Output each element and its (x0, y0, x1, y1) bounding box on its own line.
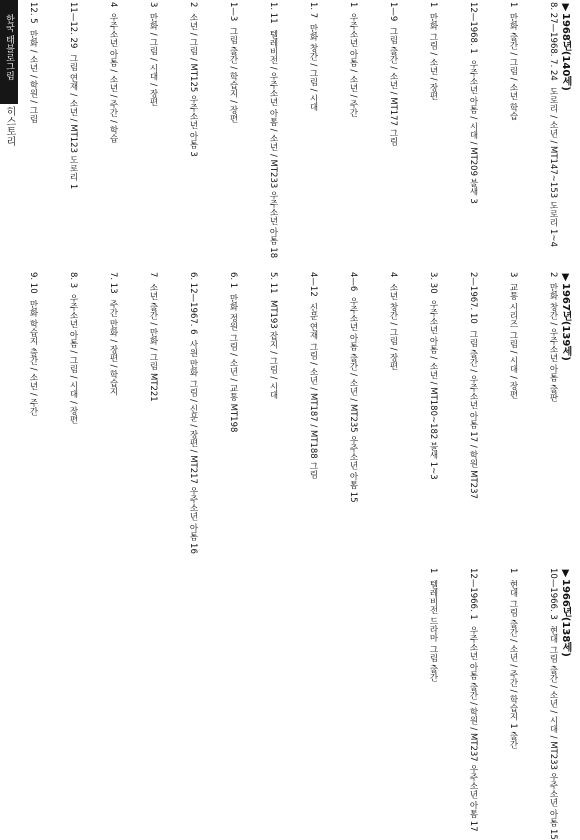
entry-date: 11—12. 29 (68, 2, 78, 49)
timeline-entry (198, 272, 238, 554)
side-title: 히스토리 (4, 106, 15, 146)
entry-description: 우주소년 아톰 / 시대 / MT209 불새 3 (468, 59, 478, 204)
entry-description: 우주소년 아톰 출간 / 소년 / MT235 우주소년 아톰 15 (348, 297, 358, 503)
timeline-entry (518, 568, 558, 840)
entry-date: 6. 1 (228, 271, 238, 289)
timeline-entry (318, 2, 358, 258)
timeline-entry (158, 2, 198, 258)
entry-description: 만화 학습지 출간 / 소년 / 주간 (28, 299, 38, 415)
timeline-content (22, 2, 572, 840)
timeline-entry (438, 2, 478, 258)
entry-date: 1 (428, 2, 438, 8)
entry-description: 만화 / 그림 / 시대 / 장편 (148, 13, 158, 107)
timeline-entry (238, 2, 278, 258)
entry-date: 12. 5 (28, 2, 38, 24)
entry-date: 12—1968. 1 (468, 2, 478, 54)
timeline-entry (518, 272, 558, 554)
entry-description: 그림 출간 / 우주소년 아톰 17 / 학원 MT237 (468, 329, 478, 499)
entry-description: 텔레비전 드라마 그림 출간 (428, 579, 438, 682)
timeline-entry (518, 2, 558, 258)
entry-date: 6. 12—1967. 6 (188, 271, 198, 335)
entry-date: 1 (508, 568, 518, 574)
entry-date: 4—12 (308, 271, 318, 297)
entry-date: 2—1967. 10 (468, 271, 478, 324)
entry-description: 만화 정원 그림 / 소년 / 교통 MT198 (228, 294, 238, 433)
entry-description: 우주소년 아톰 / 소년 / 주간 / 학습 (108, 13, 118, 143)
entry-description: 그림 출간 / 학습지 / 장편 (228, 27, 238, 124)
entry-description: 소년 창간 / 그림 / 장편 (388, 283, 398, 371)
entry-date: 1 (508, 2, 518, 8)
entry-date: 1. 7 (308, 2, 318, 19)
timeline-entry (478, 568, 518, 840)
entry-description: 우주소년 아톰 / 그림 / 시대 / 장편 (68, 294, 78, 424)
entry-description: 사원 만화 그림 / 신문 / 장편 / MT217 우주소년 아톰 16 (188, 340, 198, 555)
entry-date: 10—1966. 3 (548, 568, 558, 621)
entry-date: 12—1966. 1 (468, 568, 478, 621)
entry-description: 그림 연재 / 소년 / MT123 도로리 1 (68, 54, 78, 190)
timeline-entry (78, 2, 118, 258)
entry-description: 만화 창간 / 그림 / 시대 (308, 24, 318, 112)
entry-date: 5. 11 (268, 271, 278, 294)
entry-description: 소년 출간 / 만화 / 그림 MT221 (148, 283, 158, 402)
entry-date: 2 (548, 271, 558, 278)
entry-date: 3 (508, 271, 518, 278)
timeline-entry (318, 272, 358, 554)
timeline-section (28, 2, 572, 258)
section-year-heading: ▼1966년(138세) (560, 568, 571, 658)
entry-date: 3. 30 (428, 271, 438, 294)
timeline-entry (438, 272, 478, 554)
entry-description: 텔레비전 / 우주소년 아톰 / 소년 / MT233 우주소년 아톰 18 (268, 29, 278, 258)
entry-description: 현대 그림 출간 / 소년 / 주간 / 학습지 1 출간 (508, 579, 518, 749)
timeline-entry (118, 272, 158, 554)
entry-description: 신문 연재 그림 / 소년 / MT187 / MT188 그림 (308, 302, 318, 479)
entry-description: 그림 출간 / 소년 / MT177 그림 (388, 27, 398, 147)
entry-date: 4—6 (348, 271, 358, 292)
timeline-entry (398, 568, 438, 840)
timeline-entry (198, 2, 238, 258)
entry-date: 4 (388, 271, 398, 278)
section-year-heading: ▼1968년(140세) (560, 2, 571, 91)
entry-description: 교통 시리즈 그림 / 시대 / 장편 (508, 283, 518, 399)
timeline-entry (438, 568, 478, 840)
timeline-entry (238, 272, 278, 554)
timeline-entry (78, 272, 118, 554)
entry-description: 우주소년 아톰 출간 / 학원 / MT237 우주소년 아톰 17 (468, 626, 478, 832)
timeline-entry (398, 2, 438, 258)
timeline-entry (0, 2, 38, 258)
timeline-entry (398, 272, 438, 554)
timeline-entry (358, 272, 398, 554)
entry-description: 현대 그림 출간 / 소년 / 시대 / MT233 우주소년 아톰 15 (548, 626, 558, 840)
entry-description: 만화 출간 / 그림 / 소년 학습 (508, 13, 518, 121)
entry-description: 도로리 / 소년 / MT147~153 도로리 1~4 (548, 86, 558, 247)
entry-description: 우주소년 아톰 / 소년 / 주간 (348, 13, 358, 118)
entry-description: MT193 잡지 / 그림 / 시대 (268, 299, 278, 399)
timeline-entry (38, 272, 78, 554)
entry-description: 만화 창간 / 우주소년 아톰 출판 (548, 283, 558, 402)
timeline-entry (118, 2, 158, 258)
timeline-entry (478, 2, 518, 258)
entry-description: 우주소년 아톰 / 소년 / MT180~182 불새 1~3 (428, 299, 438, 480)
entry-description: 만화 / 소년 / 학원 / 그림 (28, 29, 38, 123)
entry-date: 7 (148, 271, 158, 278)
entry-date: 1—9 (388, 2, 398, 22)
timeline-section (36, 568, 572, 840)
entry-date: 7. 13 (108, 271, 118, 294)
entry-date: 3 (148, 2, 158, 8)
timeline-entry (0, 272, 38, 554)
entry-date: 8. 3 (68, 271, 78, 289)
entry-date: 2 (188, 2, 198, 8)
entry-description: 소년 / 그림 / MT125 우주소년 아톰 3 (188, 13, 198, 158)
entry-date: 4 (108, 2, 118, 8)
timeline-entry (38, 2, 78, 258)
timeline-entry (478, 272, 518, 554)
entry-date: 1. 11 (268, 2, 278, 24)
entry-date: 8. 27—1968. 7. 24 (548, 2, 558, 81)
timeline-section (28, 271, 572, 555)
entry-date: 1 (428, 568, 438, 574)
entry-date: 9. 10 (28, 271, 38, 294)
entry-description: 주간 만화 / 장편 / 학습지 (108, 299, 118, 396)
timeline-entry (278, 2, 318, 258)
timeline-entry (158, 272, 198, 554)
timeline-entry (278, 272, 318, 554)
timeline-entry (358, 2, 398, 258)
section-year-heading: ▼1967년(139세) (560, 271, 571, 361)
side-tab-label: 한국 태블로그림 (4, 14, 14, 80)
entry-date: 1—3 (228, 2, 238, 22)
entry-date: 1 (348, 2, 358, 8)
entry-description: 만화 그림 / 소년 / 장편 (428, 13, 438, 101)
